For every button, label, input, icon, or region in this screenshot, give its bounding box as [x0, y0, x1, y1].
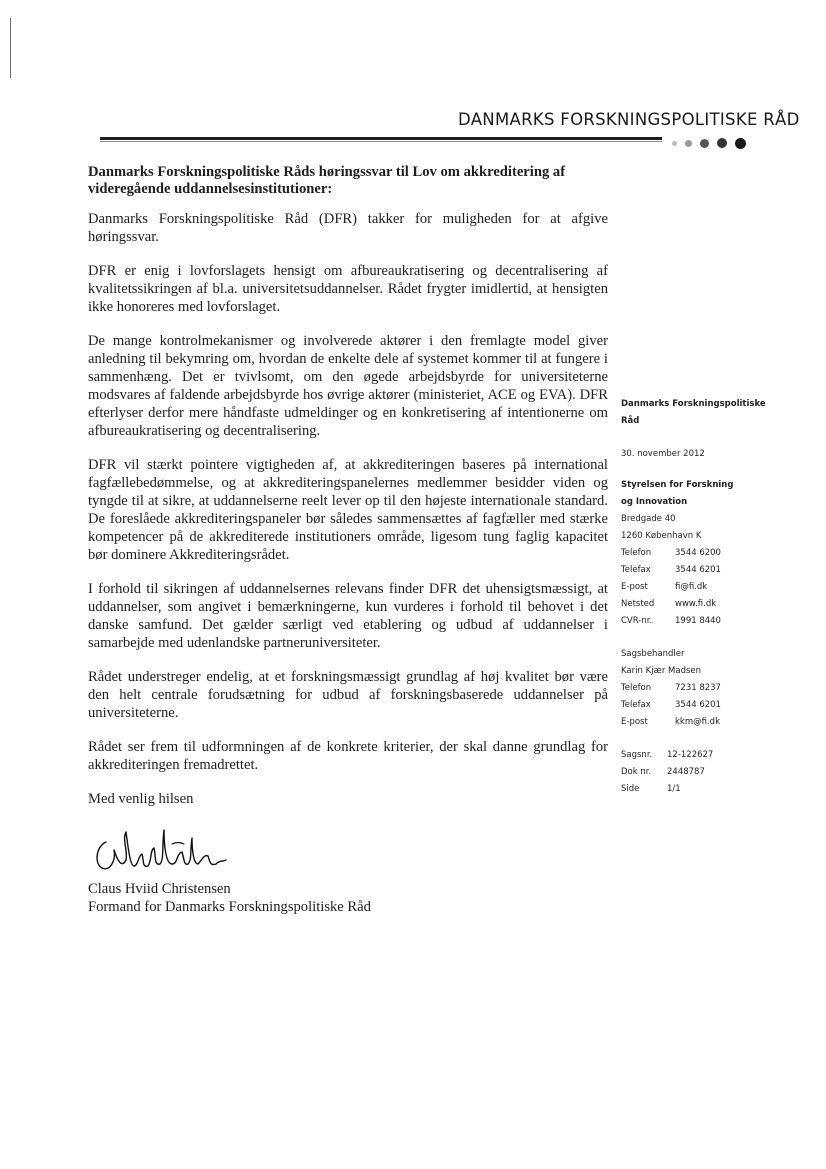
letter-date: 30. november 2012	[621, 449, 705, 459]
caseworker-contact-row	[621, 697, 811, 714]
scan-edge-mark	[10, 18, 11, 78]
caseworker-contact-label: Telefon	[621, 683, 652, 693]
case-info-row	[621, 764, 811, 781]
letterhead-rule	[100, 137, 662, 140]
caseworker-contact-row	[621, 680, 811, 697]
closing-greeting: Med venlig hilsen	[88, 791, 194, 807]
contact-value: 3544 6201	[675, 565, 721, 575]
paragraph-6: Rådet understreger endelig, at et forskningsmæssigt grundlag af høj kvalitet bør være den helt centrale forudsætning for udbud af forskningsbaserede uddannelser på universiteterne.	[88, 669, 608, 721]
paragraph-1: Danmarks Forskningspolitiske Råd (DFR) takker for muligheden for at afgive høringssvar.	[88, 211, 608, 245]
address-line2: 1260 København K	[621, 531, 702, 541]
caseworker-name: Karin Kjær Madsen	[621, 666, 702, 676]
contact-row	[621, 545, 811, 562]
letter-title: Danmarks Forskningspolitiske Råds høringssvar til Lov om akkreditering af videregående uddannelsesinstitutioner:	[88, 164, 566, 197]
recipient-line2: og Innovation	[621, 497, 688, 507]
contact-label: Telefon	[621, 548, 652, 558]
contact-row	[621, 562, 811, 579]
logo-dot-5	[735, 138, 746, 149]
logo-dot-3	[700, 139, 709, 148]
paragraph-5: I forhold til sikringen af uddannelsernes relevans finder DFR det uhensigtsmæssigt, at uddannelser, som angivet i bemærkningerne, kun vurderes i forhold til behovet i det danske samfund. Det gælder særligt ved etablering og udbud af uddannelser i samarbejde med udenlandske partneruniversiteter.	[88, 581, 608, 651]
logo-dot-2	[685, 140, 692, 147]
caseworker-contact-row	[621, 714, 811, 731]
handwritten-signature	[92, 820, 232, 880]
signer-title: Formand for Danmarks Forskningspolitiske Råd	[88, 899, 371, 915]
paragraph-3: De mange kontrolmekanismer og involverede aktører i den fremlagte model giver anledning til bekymring om, hvordan de enkelte dele af systemet kommer til at fungere i sammenhæng. Det er tvivlsomt, om den øgede arbejdsbyrde for universiteterne modsvares af faldende arbejdsbyrde hos øvrige aktører (ministeriet, ACE og EVA). DFR efterlyser derfor mere håndfaste udmeldinger og en konkretisering af intentionerne om afbureaukratisering og decentralisering.	[88, 333, 608, 439]
sender-name-line1: Danmarks Forskningspolitiske	[621, 399, 766, 409]
letterhead-rule-thin	[100, 141, 662, 142]
caseworker-contact-label: Telefax	[621, 700, 651, 710]
contact-label: Telefax	[621, 565, 651, 575]
letterhead-org-name: DANMARKS FORSKNINGSPOLITISKE RÅD	[458, 110, 800, 129]
case-info-value: 1/1	[667, 784, 681, 794]
sender-name-line2: Råd	[621, 416, 640, 426]
case-info-row	[621, 747, 811, 764]
case-info-label: Dok nr.	[621, 767, 652, 777]
letter-body	[88, 164, 608, 808]
case-info-row	[621, 781, 811, 798]
contact-label: E-post	[621, 582, 648, 592]
paragraph-7: Rådet ser frem til udformningen af de konkrete kriterier, der skal danne grundlag for akkrediteringen fremadrettet.	[88, 739, 608, 773]
signer-block	[88, 880, 371, 916]
contact-row	[621, 596, 811, 613]
caseworker-contact-value: 7231 8237	[675, 683, 721, 693]
case-info-value: 2448787	[667, 767, 705, 777]
paragraph-2: DFR er enig i lovforslagets hensigt om afbureaukratisering og decentralisering af kvalitetssikringen af bl.a. universitetsuddannelser. Rådet frygter imidlertid, at hensigten ikke honoreres med lovforslaget.	[88, 263, 608, 315]
case-info-value: 12-122627	[667, 750, 714, 760]
caseworker-contact-value: 3544 6201	[675, 700, 721, 710]
contact-value: www.fi.dk	[675, 599, 717, 609]
contact-label: CVR-nr.	[621, 616, 653, 626]
address-line1: Bredgade 40	[621, 514, 676, 524]
contact-row	[621, 579, 811, 596]
sidebar-info	[621, 396, 811, 798]
case-info-label: Side	[621, 784, 640, 794]
paragraph-4: DFR vil stærkt pointere vigtigheden af, at akkrediteringen baseres på international fagfællebedømmelse, og at akkrediteringspanelernes medlemmer besidder viden og tyngde til at sikre, at uddannelserne reelt lever op til den højeste internationale standard. De foreslåede akkrediteringspaneler bør således sammensættes af fagfæller med stærke kompetencer på de akkrediterede institutioners område, ligesom tung faglig kapacitet bør dominere Akkrediteringsrådet.	[88, 457, 608, 563]
caseworker-contact-value: kkm@fi.dk	[675, 717, 720, 727]
logo-dot-4	[717, 138, 727, 148]
caseworker-label: Sagsbehandler	[621, 649, 685, 659]
logo-dot-1	[672, 141, 677, 146]
contact-value: 3544 6200	[675, 548, 721, 558]
letterhead-dots-logo	[672, 136, 746, 150]
signer-name: Claus Hviid Christensen	[88, 881, 231, 897]
caseworker-contact-label: E-post	[621, 717, 648, 727]
recipient-line1: Styrelsen for Forskning	[621, 480, 734, 490]
contact-label: Netsted	[621, 599, 655, 609]
contact-value: 1991 8440	[675, 616, 721, 626]
contact-row	[621, 613, 811, 630]
contact-value: fi@fi.dk	[675, 582, 708, 592]
case-info-label: Sagsnr.	[621, 750, 653, 760]
